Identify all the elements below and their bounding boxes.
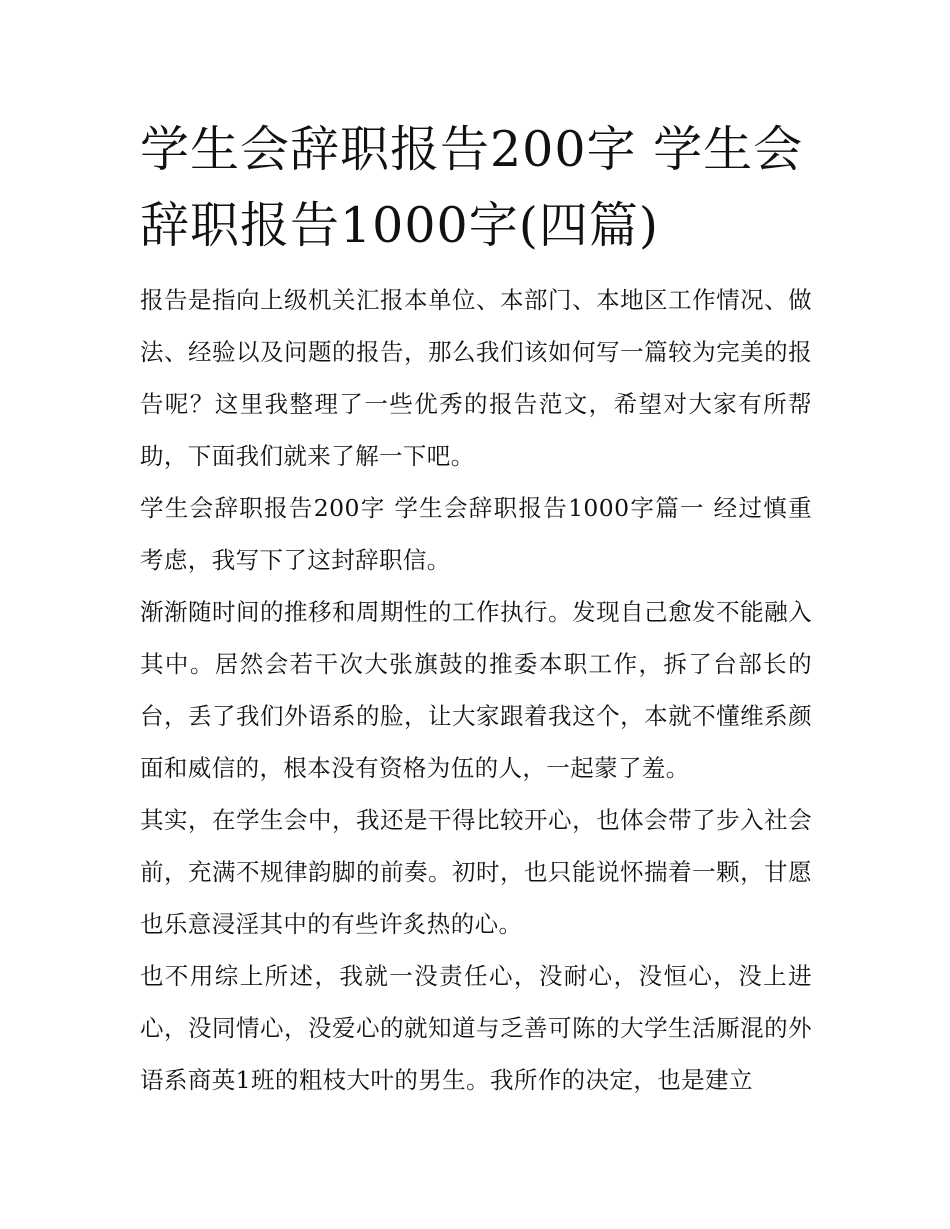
paragraph-section-one-opening: 学生会辞职报告200字 学生会辞职报告1000字篇一 经过慎重考虑，我写下了这封辞职信。 (140, 494, 812, 574)
paragraph-work-reflection: 渐渐随时间的推移和周期性的工作执行。发现自己愈发不能融入其中。居然会若干次大张旗鼓的推委本职工作，拆了台部长的台，丢了我们外语系的脸，让大家跟着我这个，本就不懂维系颜面和威信的，根本没有资格为伍的人，一起蒙了羞。 (140, 598, 812, 782)
paragraph-student-union-experience: 其实，在学生会中，我还是干得比较开心，也体会带了步入社会前，充满不规律韵脚的前奏。初时，也只能说怀揣着一颗，甘愿也乐意浸淫其中的有些许炙热的心。 (140, 806, 812, 938)
document-page (140, 112, 812, 1106)
paragraph-intro: 报告是指向上级机关汇报本单位、本部门、本地区工作情况、做法、经验以及问题的报告，那么我们该如何写一篇较为完美的报告呢？这里我整理了一些优秀的报告范文，希望对大家有所帮助，下面我们就来了解一下吧。 (140, 286, 812, 470)
page-title: 学生会辞职报告200字 学生会辞职报告1000字(四篇) (140, 121, 804, 254)
paragraph-self-assessment: 也不用综上所述，我就一没责任心，没耐心，没恒心，没上进心，没同情心，没爱心的就知道与乏善可陈的大学生活厮混的外语系商英1班的粗枝大叶的男生。我所作的决定，也是建立 (140, 962, 812, 1094)
document-body (140, 274, 812, 1106)
